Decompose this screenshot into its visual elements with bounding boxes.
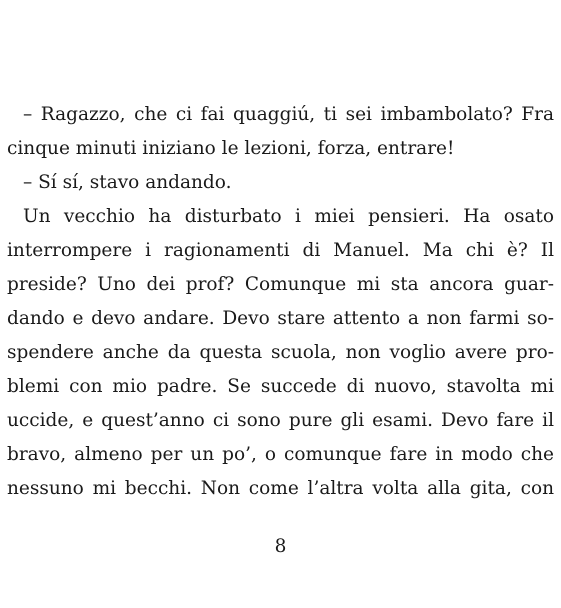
- text-line: interrompere i ragionamenti di Manuel. Ma chi è? Il: [7, 240, 554, 261]
- text-line: bravo, almeno per un po’, o comunque fare in modo che: [7, 444, 554, 465]
- page-number: 8: [274, 536, 287, 557]
- text-line: nessuno mi becchi. Non come l’altra volta alla gita, con: [7, 478, 554, 499]
- text-line: blemi con mio padre. Se succede di nuovo, stavolta mi: [7, 376, 554, 397]
- text-line: dando e devo andare. Devo stare attento a non farmi so-: [7, 308, 554, 329]
- text-line: cinque minuti iniziano le lezioni, forza, entrare!: [7, 138, 455, 159]
- text-line: preside? Uno dei prof? Comunque mi sta ancora guar-: [7, 274, 554, 295]
- text-line: uccide, e quest’anno ci sono pure gli esami. Devo fare il: [7, 410, 554, 431]
- body-text: [7, 98, 554, 506]
- text-line: Un vecchio ha disturbato i miei pensieri. Ha osato: [23, 206, 554, 227]
- text-line: – Ragazzo, che ci fai quaggiú, ti sei imbambolato? Fra: [23, 104, 554, 125]
- text-line: spendere anche da questa scuola, non voglio avere pro-: [7, 342, 554, 363]
- text-line: – Sí sí, stavo andando.: [23, 172, 232, 193]
